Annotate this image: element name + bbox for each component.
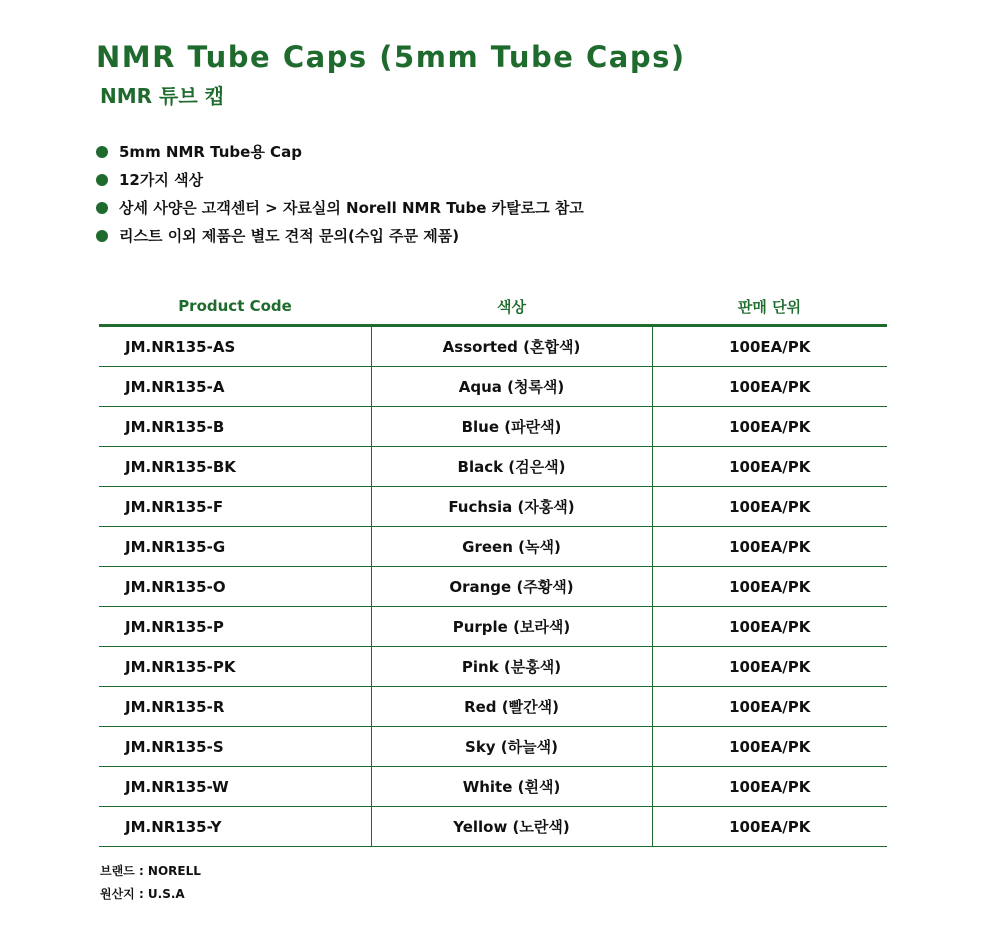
color-cell: Aqua (청록색) (371, 367, 652, 407)
feature-item (96, 194, 584, 222)
table-row (99, 487, 887, 527)
page-title: NMR Tube Caps (5mm Tube Caps) (96, 40, 686, 74)
table-row (99, 447, 887, 487)
color-cell: Fuchsia (자홍색) (371, 487, 652, 527)
product-code-cell: JM.NR135-A (99, 367, 371, 407)
table-row (99, 767, 887, 807)
product-code-cell: JM.NR135-F (99, 487, 371, 527)
feature-text: 상세 사양은 고객센터 > 자료실의 Norell NMR Tube 카탈로그 참고 (119, 199, 584, 217)
sales-unit-cell: 100EA/PK (652, 767, 887, 807)
feature-list (96, 138, 584, 250)
brand-text: 브랜드 : NORELL (100, 864, 201, 878)
product-code-cell: JM.NR135-R (99, 687, 371, 727)
feature-text: 5mm NMR Tube용 Cap (119, 143, 302, 161)
color-cell: White (흰색) (371, 767, 652, 807)
column-header-sales-unit: 판매 단위 (652, 288, 887, 326)
table-row (99, 727, 887, 767)
color-cell: Sky (하늘색) (371, 727, 652, 767)
table-row (99, 326, 887, 367)
product-code-cell: JM.NR135-S (99, 727, 371, 767)
product-code-cell: JM.NR135-W (99, 767, 371, 807)
table-row (99, 607, 887, 647)
sales-unit-cell: 100EA/PK (652, 326, 887, 367)
product-code-cell: JM.NR135-G (99, 527, 371, 567)
sales-unit-cell: 100EA/PK (652, 487, 887, 527)
table-row (99, 687, 887, 727)
table-row (99, 647, 887, 687)
sales-unit-cell: 100EA/PK (652, 647, 887, 687)
color-cell: Black (검은색) (371, 447, 652, 487)
color-cell: Assorted (혼합색) (371, 326, 652, 367)
table-row (99, 407, 887, 447)
sales-unit-cell: 100EA/PK (652, 807, 887, 847)
page-subtitle: NMR 튜브 캡 (100, 84, 224, 108)
feature-item (96, 166, 584, 194)
color-cell: Purple (보라색) (371, 607, 652, 647)
sales-unit-cell: 100EA/PK (652, 727, 887, 767)
table-row (99, 807, 887, 847)
sales-unit-cell: 100EA/PK (652, 447, 887, 487)
sales-unit-cell: 100EA/PK (652, 687, 887, 727)
origin-text: 원산지 : U.S.A (100, 887, 185, 901)
color-cell: Pink (분홍색) (371, 647, 652, 687)
product-info-footer (100, 860, 201, 906)
feature-text: 12가지 색상 (119, 171, 204, 189)
color-cell: Yellow (노란색) (371, 807, 652, 847)
sales-unit-cell: 100EA/PK (652, 367, 887, 407)
product-code-cell: JM.NR135-AS (99, 326, 371, 367)
color-cell: Orange (주황색) (371, 567, 652, 607)
bullet-icon (96, 230, 108, 242)
color-cell: Red (빨간색) (371, 687, 652, 727)
bullet-icon (96, 174, 108, 186)
table-row (99, 567, 887, 607)
product-table (99, 288, 887, 847)
feature-item (96, 138, 584, 166)
product-code-cell: JM.NR135-Y (99, 807, 371, 847)
product-code-cell: JM.NR135-B (99, 407, 371, 447)
sales-unit-cell: 100EA/PK (652, 527, 887, 567)
table-row (99, 527, 887, 567)
product-code-cell: JM.NR135-PK (99, 647, 371, 687)
product-code-cell: JM.NR135-O (99, 567, 371, 607)
color-cell: Blue (파란색) (371, 407, 652, 447)
table-row (99, 367, 887, 407)
feature-text: 리스트 이외 제품은 별도 견적 문의(수입 주문 제품) (119, 227, 460, 245)
bullet-icon (96, 146, 108, 158)
column-header-color: 색상 (371, 288, 652, 326)
bullet-icon (96, 202, 108, 214)
product-code-cell: JM.NR135-BK (99, 447, 371, 487)
column-header-product-code: Product Code (99, 288, 371, 326)
feature-item (96, 222, 584, 250)
sales-unit-cell: 100EA/PK (652, 407, 887, 447)
sales-unit-cell: 100EA/PK (652, 607, 887, 647)
product-code-cell: JM.NR135-P (99, 607, 371, 647)
table-header-row (99, 288, 887, 326)
color-cell: Green (녹색) (371, 527, 652, 567)
sales-unit-cell: 100EA/PK (652, 567, 887, 607)
